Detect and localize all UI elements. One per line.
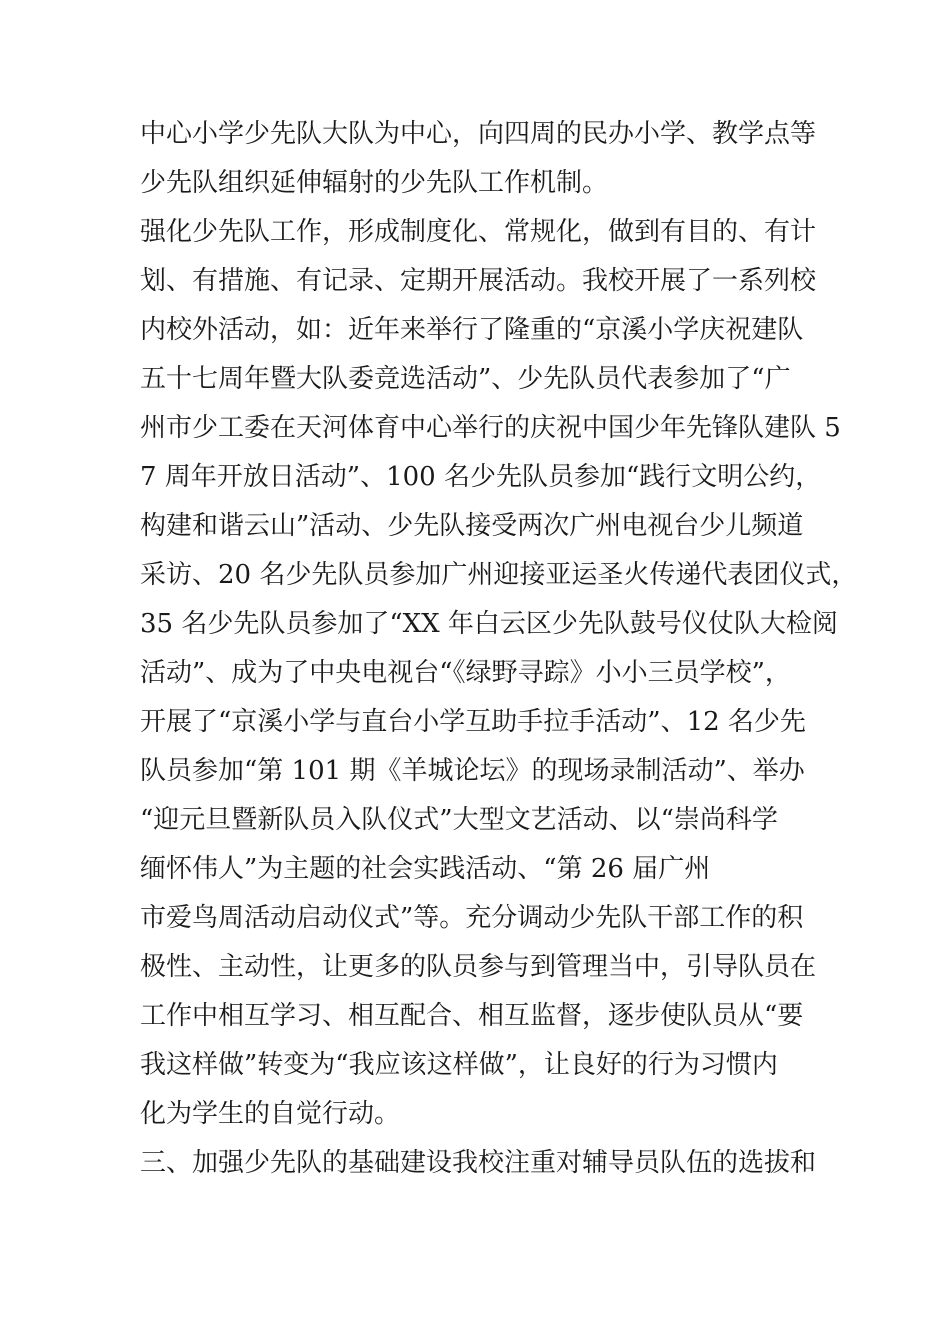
text-line: 划、有措施、有记录、定期开展活动。我校开展了一系列校 <box>140 266 817 296</box>
text-line: 州市少工委在天河体育中心举行的庆祝中国少年先锋队建队 5 <box>140 413 841 443</box>
text-line: 缅怀伟人”为主题的社会实践活动、“第 26 届广州 <box>140 854 711 884</box>
text-line: 7 周年开放日活动”、100 名少先队员参加“践行文明公约， <box>140 462 822 492</box>
text-line: 中心小学少先队大队为中心，向四周的民办小学、教学点等 <box>140 119 817 149</box>
text-line: 极性、主动性，让更多的队员参与到管理当中，引导队员在 <box>140 952 817 982</box>
text-line: 活动”、成为了中央电视台“《绿野寻踪》小小三员学校”， <box>140 658 791 688</box>
text-line: 开展了“京溪小学与直台小学互助手拉手活动”、12 名少先 <box>140 707 806 737</box>
text-line: 工作中相互学习、相互配合、相互监督，逐步使队员从“要 <box>140 1001 804 1031</box>
text-line: 化为学生的自觉行动。 <box>140 1099 401 1129</box>
text-line: 35 名少先队员参加了“XX 年白云区少先队鼓号仪仗队大检阅 <box>140 609 838 639</box>
text-line: 少先队组织延伸辐射的少先队工作机制。 <box>140 168 609 198</box>
text-line: 队员参加“第 101 期《羊城论坛》的现场录制活动”、举办 <box>140 756 805 786</box>
text-line: 我这样做”转变为“我应该这样做”，让良好的行为习惯内 <box>140 1050 778 1080</box>
text-line: 五十七周年暨大队委竞选活动”、少先队员代表参加了“广 <box>140 364 791 394</box>
text-line: 内校外活动，如：近年来举行了隆重的“京溪小学庆祝建队 <box>140 315 804 345</box>
text-line: 强化少先队工作，形成制度化、常规化，做到有目的、有计 <box>140 217 817 247</box>
text-line: 市爱鸟周活动启动仪式”等。充分调动少先队干部工作的积 <box>140 903 804 933</box>
text-line: 构建和谐云山”活动、少先队接受两次广州电视台少儿频道 <box>140 511 804 541</box>
body-text <box>140 110 860 1188</box>
text-line: 采访、20 名少先队员参加广州迎接亚运圣火传递代表团仪式， <box>140 560 858 590</box>
text-line: “迎元旦暨新队员入队仪式”大型文艺活动、以“崇尚科学 <box>140 805 778 835</box>
text-line: 三、加强少先队的基础建设我校注重对辅导员队伍的选拔和 <box>140 1148 817 1178</box>
